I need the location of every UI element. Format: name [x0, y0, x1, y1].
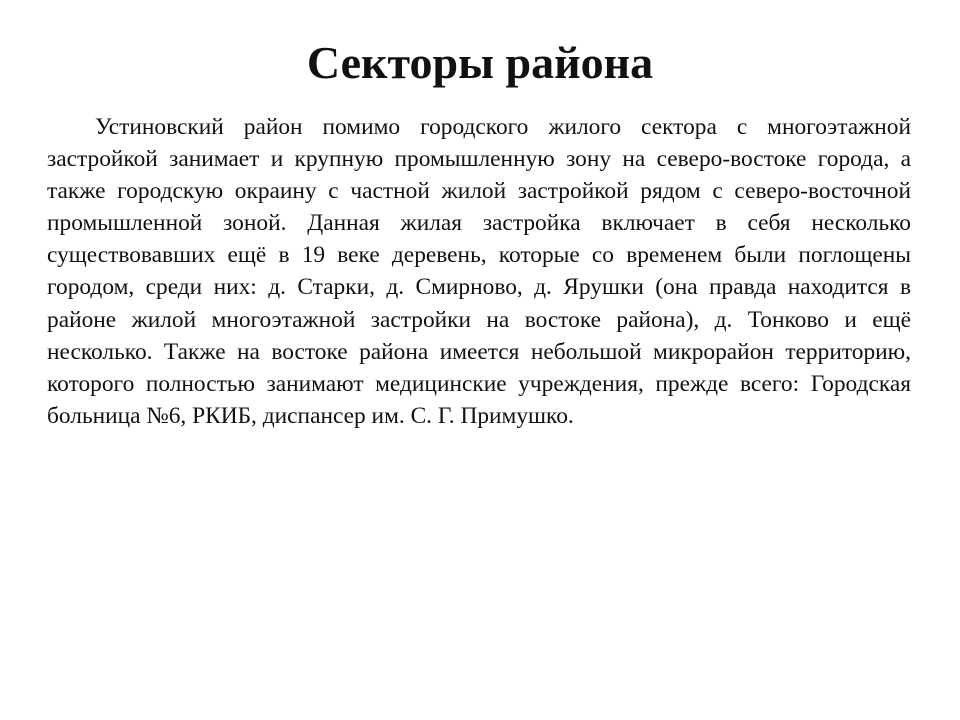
slide-title: Секторы района [306, 37, 654, 88]
slide-body-paragraph: Устиновский район помимо городского жилого сектора с многоэтажной застройкой занимает и крупную промышленную зону на северо-востоке города, а также городскую окраину с частной жилой застройкой рядом с северо-восточной промышленной зоной. Данная жилая застройка включает в себя несколько существовавших ещё в 19 веке деревень, которые со временем были поглощены городом, среди них: д. Старки, д. Смирново, д. Ярушки (она правда находится в районе жилой многоэтажной застройки на востоке района), д. Тонково и ещё несколько. Также на востоке района имеется небольшой микрорайон территорию, которого полностью занимают медицинские учреждения, прежде всего: Городская больница №6, РКИБ, диспансер им. С. Г. Примушко. [47, 114, 911, 429]
